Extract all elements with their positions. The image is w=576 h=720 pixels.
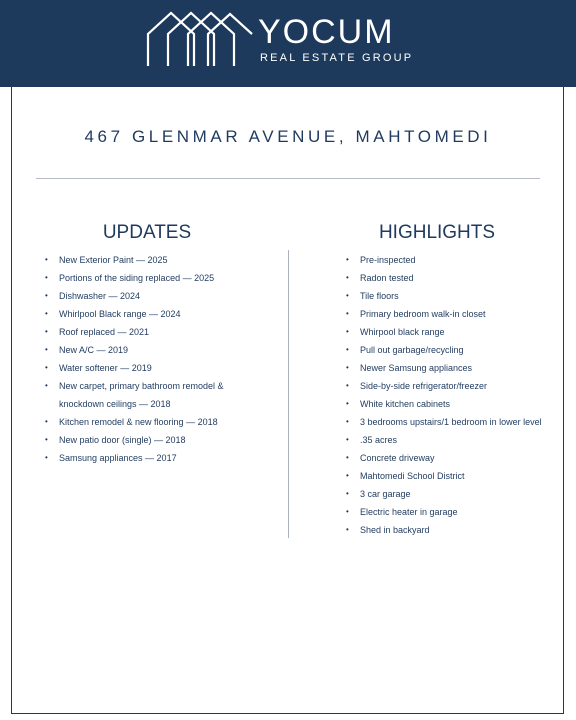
- column-divider: [288, 250, 289, 538]
- list-item: • Tile floors: [346, 287, 542, 305]
- list-item: • Pre-inspected: [346, 251, 542, 269]
- highlights-list: [346, 251, 542, 539]
- list-item: • Kitchen remodel & new flooring — 2018: [45, 413, 224, 431]
- list-item: • Radon tested: [346, 269, 542, 287]
- list-item: • Whirpool black range: [346, 323, 542, 341]
- list-item: • Newer Samsung appliances: [346, 359, 542, 377]
- list-item: • Mahtomedi School District: [346, 467, 542, 485]
- brand-name: YOCUM: [258, 13, 395, 51]
- divider-rule: [36, 178, 540, 179]
- updates-list: [45, 251, 224, 467]
- brand-subtitle: REAL ESTATE GROUP: [260, 52, 414, 64]
- list-item: • Electric heater in garage: [346, 503, 542, 521]
- list-item: • Water softener — 2019: [45, 359, 224, 377]
- list-item: • 3 bedrooms upstairs/1 bedroom in lower level: [346, 413, 542, 431]
- list-item: • New patio door (single) — 2018: [45, 431, 224, 449]
- updates-title: UPDATES: [102, 222, 192, 243]
- list-item: • .35 acres: [346, 431, 542, 449]
- property-address: 467 GLENMAR AVENUE, MAHTOMEDI: [84, 127, 492, 146]
- list-item: • New A/C — 2019: [45, 341, 224, 359]
- list-item: • Side-by-side refrigerator/freezer: [346, 377, 542, 395]
- list-item: • Samsung appliances — 2017: [45, 449, 224, 467]
- list-item: • Concrete driveway: [346, 449, 542, 467]
- list-item: • 3 car garage: [346, 485, 542, 503]
- houses-outline-icon: [146, 10, 254, 68]
- list-item: • Roof replaced — 2021: [45, 323, 224, 341]
- list-item: • Pull out garbage/recycling: [346, 341, 542, 359]
- highlights-title: HIGHLIGHTS: [378, 222, 496, 243]
- list-item: • Dishwasher — 2024: [45, 287, 224, 305]
- list-item: • Whirlpool Black range — 2024: [45, 305, 224, 323]
- header-banner: [0, 0, 576, 87]
- list-item: • Shed in backyard: [346, 521, 542, 539]
- list-item: • Primary bedroom walk-in closet: [346, 305, 542, 323]
- list-item-continuation: knockdown ceilings — 2018: [59, 399, 171, 409]
- list-item: • New carpet, primary bathroom remodel &: [45, 377, 224, 395]
- list-item: • New Exterior Paint — 2025: [45, 251, 224, 269]
- list-item: • White kitchen cabinets: [346, 395, 542, 413]
- list-item: • Portions of the siding replaced — 2025: [45, 269, 224, 287]
